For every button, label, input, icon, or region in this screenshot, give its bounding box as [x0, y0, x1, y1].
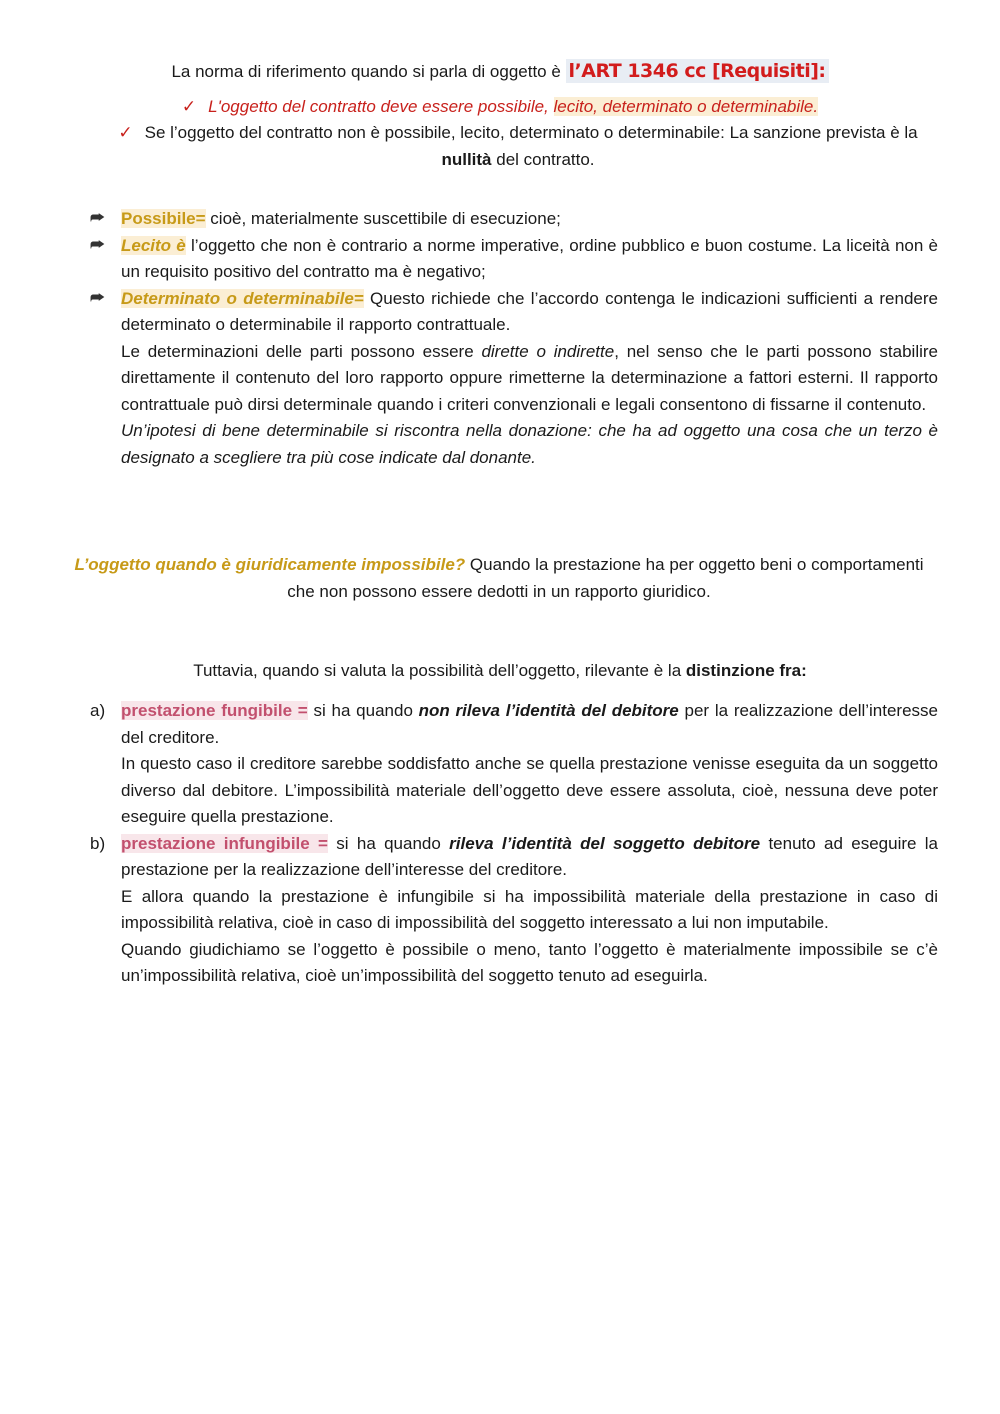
determination-paragraph	[90, 339, 938, 419]
list-term: prestazione fungibile =	[121, 701, 308, 720]
donation-example	[90, 418, 938, 471]
article-reference: l’ART 1346 cc [Requisiti]:	[566, 59, 829, 83]
distinction-lead: Tuttavia, quando si valuta la possibilità dell’oggetto, rilevante è la	[193, 661, 686, 680]
intro-heading	[0, 58, 1000, 86]
check-2-text: Se l’oggetto del contratto non è possibile, lecito, determinato o determinabile: La sanzione prevista è la	[144, 123, 918, 142]
list-term: prestazione infungibile =	[121, 833, 328, 853]
requirements-list	[90, 206, 938, 471]
list-text: per la realizzazione dell’interesse del creditore.	[121, 701, 939, 747]
list-text: si ha quando	[327, 833, 450, 853]
prestazione-list	[90, 698, 938, 990]
list-marker: a)	[90, 701, 106, 720]
requirement-determinato	[90, 286, 938, 339]
share-arrow-icon: ⮫	[90, 236, 105, 254]
question-text: L’oggetto quando è giuridicamente impossibile?	[74, 555, 466, 574]
example-italic: Un’ipotesi di bene determinabile si riscontra nella donazione: che ha ad oggetto una cosa che un terzo è designato a scegliere tra più cose indicate dal donante.	[121, 421, 938, 467]
intro-lead: La norma di riferimento quando si parla di oggetto è	[171, 62, 566, 81]
requirement-text: cioè, materialmente suscettibile di esecuzione;	[205, 209, 561, 228]
intro-block	[0, 58, 1000, 173]
list-bold-italic: non rileva l’identità del debitore	[418, 701, 679, 720]
check-1-text: L'oggetto del contratto deve essere possibile,	[208, 96, 554, 116]
check-2-bold: nullità	[441, 149, 492, 169]
list-text: tenuto ad eseguire la prestazione per la realizzazione dell’interesse del creditore.	[121, 833, 939, 879]
distinction-bold: distinzione fra:	[685, 661, 807, 680]
check-item-1	[0, 94, 1000, 121]
paragraph-text: , nel senso che le parti possono stabilire direttamente il contenuto del loro rapporto oppure rimetterne la determinazione a fattori esterni. Il rapporto contrattuale può dirsi determinale quando i criteri convenzionali e legali consentono di fissarne il contenuto.	[121, 341, 938, 414]
list-text: si ha quando	[307, 701, 419, 720]
checkmark-icon: ✓	[181, 96, 197, 116]
paragraph-text: Le determinazioni delle parti possono essere	[121, 341, 482, 361]
requirement-text: l’oggetto che non è contrario a norme imperative, ordine pubblico e buon costume. La liceità non è un requisito positivo del contratto ma è negativo;	[121, 235, 938, 281]
paragraph-italic: dirette o indirette	[481, 341, 615, 361]
requirement-term: Determinato o determinabile=	[121, 288, 364, 308]
list-marker: b)	[90, 833, 106, 853]
check-item-2	[0, 120, 1000, 173]
requirement-term: Lecito è	[121, 235, 186, 255]
requirement-possible	[90, 206, 938, 233]
distinction-heading	[0, 658, 1000, 685]
check-2-end: del contratto.	[491, 149, 595, 169]
list-item-detail: E allora quando la prestazione è infungibile si ha impossibilità materiale della prestazione in caso di impossibilità relativa, cioè in caso di impossibilità del soggetto interessato a lui non imputabile.	[121, 886, 938, 932]
requirement-lecito	[90, 233, 938, 286]
requirement-text: Questo richiede che l’accordo contenga le indicazioni sufficienti a rendere determinato o determinabile il rapporto contrattuale.	[121, 288, 938, 334]
impossibility-question	[60, 552, 938, 605]
list-item	[90, 698, 938, 751]
list-item-detail: Quando giudichiamo se l’oggetto è possibile o meno, tanto l’oggetto è materialmente impossibile se c’è un’impossibilità relativa, cioè un’impossibilità del soggetto tenuto ad eseguirla.	[121, 939, 938, 985]
share-arrow-icon: ⮫	[90, 210, 105, 227]
share-arrow-icon: ⮫	[90, 289, 105, 307]
check-1-highlight: lecito, determinato o determinabile.	[553, 96, 819, 116]
list-item-detail: In questo caso il creditore sarebbe soddisfatto anche se quella prestazione venisse eseguita da un soggetto diverso dal debitore. L’impossibilità materiale dell’oggetto deve essere assoluta, cioè, nessuna deve poter eseguire quella prestazione.	[121, 754, 938, 826]
answer-text: Quando la prestazione ha per oggetto beni o comportamenti che non possono essere dedotti in un rapporto giuridico.	[287, 555, 924, 601]
list-bold-italic: rileva l’identità del soggetto debitore	[449, 833, 761, 853]
checkmark-icon: ✓	[118, 123, 133, 142]
requirement-term: Possibile=	[121, 209, 206, 228]
list-item	[90, 831, 938, 884]
